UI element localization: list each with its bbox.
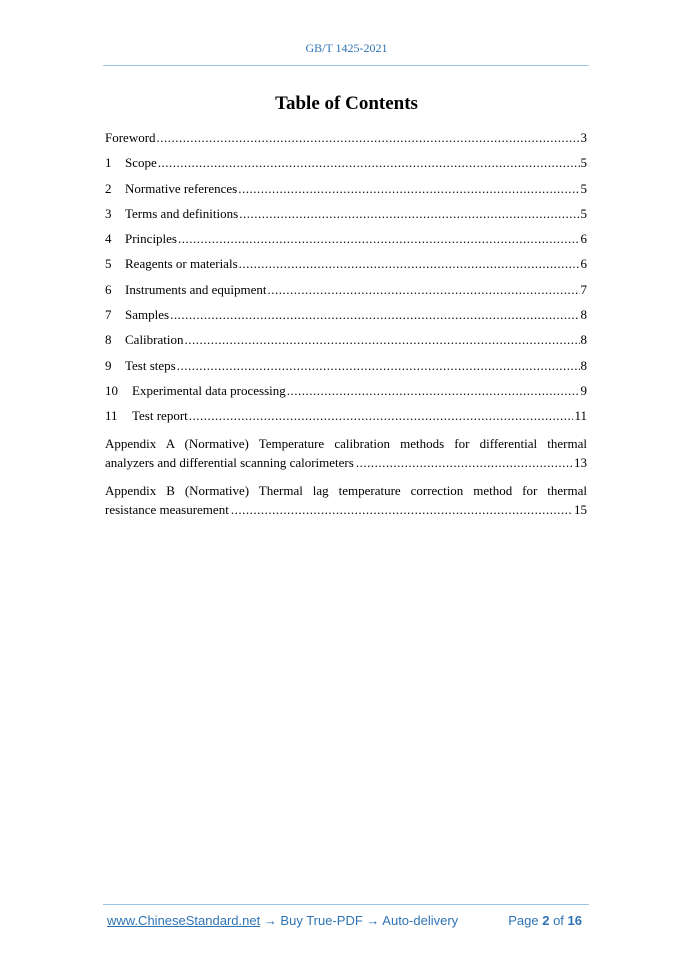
toc-entry-normative-references[interactable] — [105, 181, 587, 198]
toc-entry-page: 5 — [580, 205, 587, 221]
footer-website-link[interactable]: www.ChineseStandard.net — [107, 913, 261, 928]
toc-leader-dots — [287, 383, 580, 399]
toc-entry-page: 9 — [580, 382, 587, 398]
toc-entry-page: 6 — [580, 231, 587, 247]
toc-entry-number: 8 — [105, 332, 112, 348]
header-divider — [103, 65, 589, 66]
toc-entry-page: 8 — [580, 332, 587, 348]
toc-entry-page: 3 — [580, 130, 587, 145]
toc-leader-dots — [268, 282, 580, 298]
toc-entry-reagents-or-materials[interactable] — [105, 256, 587, 273]
table-of-contents — [105, 130, 587, 528]
toc-entry-label: Reagents or materials — [125, 256, 238, 272]
toc-entry-test-report[interactable] — [105, 408, 587, 425]
toc-entry-number: 2 — [105, 180, 112, 196]
toc-entry-number: 6 — [105, 281, 112, 297]
toc-entry-test-steps[interactable] — [105, 358, 587, 375]
toc-leader-dots — [158, 155, 580, 171]
page-indicator — [508, 913, 582, 928]
toc-entry-number: 3 — [105, 205, 112, 221]
toc-entry-scope[interactable] — [105, 155, 587, 172]
toc-entry-number: 9 — [105, 357, 112, 373]
toc-leader-dots — [238, 181, 579, 197]
toc-entry-number: 4 — [105, 231, 112, 247]
toc-appendix-title: Appendix B (Normative) Thermal lag temperature correction method for thermal — [105, 482, 587, 498]
toc-entry-label: Test steps — [125, 357, 176, 373]
total-page-count: 16 — [567, 913, 582, 928]
toc-leader-dots — [177, 358, 580, 374]
toc-entry-number: 1 — [105, 155, 112, 171]
toc-entry-number: 5 — [105, 256, 112, 272]
toc-leader-dots — [189, 408, 574, 424]
toc-entry-terms-and-definitions[interactable] — [105, 206, 587, 223]
toc-leader-dots — [178, 231, 580, 247]
toc-entry-page: 13 — [574, 454, 587, 470]
toc-entry-label: Principles — [125, 231, 177, 247]
toc-appendix-title-continued: resistance measurement — [105, 501, 229, 517]
toc-entry-label: Normative references — [125, 180, 238, 196]
toc-entry-page: 7 — [580, 281, 587, 297]
toc-entry-principles[interactable] — [105, 231, 587, 248]
page-title: Table of Contents — [275, 93, 418, 114]
toc-entry-number: 11 — [105, 408, 118, 424]
footer-tagline: → Buy True-PDF → Auto-delivery — [260, 913, 459, 928]
toc-entry-page: 11 — [574, 408, 587, 424]
toc-leader-dots — [157, 130, 580, 146]
footer-divider — [103, 904, 589, 905]
page-footer — [107, 913, 587, 928]
toc-leader-dots — [170, 307, 579, 323]
toc-entry-number: 10 — [105, 382, 118, 398]
toc-entry-number: 7 — [105, 307, 112, 323]
toc-entry-page: 5 — [580, 155, 587, 171]
page-label: Page — [508, 913, 539, 928]
page-of-label: of — [553, 913, 564, 928]
current-page-number: 2 — [542, 913, 550, 928]
toc-leader-dots — [231, 500, 572, 519]
toc-entry-page: 6 — [580, 256, 587, 272]
toc-entry-calibration[interactable] — [105, 332, 587, 349]
toc-entry-experimental-data-processing[interactable] — [105, 383, 587, 400]
toc-entry-label: Scope — [125, 155, 157, 171]
toc-appendix-title: Appendix A (Normative) Temperature calibration methods for differential thermal — [105, 435, 587, 451]
toc-entry-label: Samples — [125, 307, 170, 323]
toc-entry-page: 8 — [580, 357, 587, 373]
toc-entry-label: Foreword — [105, 130, 156, 145]
toc-leader-dots — [185, 332, 580, 348]
toc-leader-dots — [239, 256, 580, 272]
toc-entry-foreword[interactable] — [105, 130, 587, 147]
toc-entry-label: Instruments and equipment — [125, 281, 267, 297]
toc-entry-label: Experimental data processing — [132, 382, 286, 398]
toc-entry-page: 8 — [580, 307, 587, 323]
toc-entry-appendix-b[interactable] — [105, 481, 587, 519]
toc-entry-instruments-and-equipment[interactable] — [105, 282, 587, 299]
toc-appendix-title-continued: analyzers and differential scanning calorimeters — [105, 454, 354, 470]
toc-entry-label: Calibration — [125, 332, 184, 348]
toc-entry-appendix-a[interactable] — [105, 434, 587, 472]
toc-entry-label: Terms and definitions — [125, 205, 239, 221]
toc-entry-samples[interactable] — [105, 307, 587, 324]
toc-leader-dots — [239, 206, 579, 222]
header-code: GB/T 1425-2021 — [305, 41, 388, 55]
toc-entry-page: 15 — [574, 501, 587, 517]
toc-leader-dots — [356, 453, 572, 472]
toc-entry-page: 5 — [580, 180, 587, 196]
toc-entry-label: Test report — [132, 408, 188, 424]
